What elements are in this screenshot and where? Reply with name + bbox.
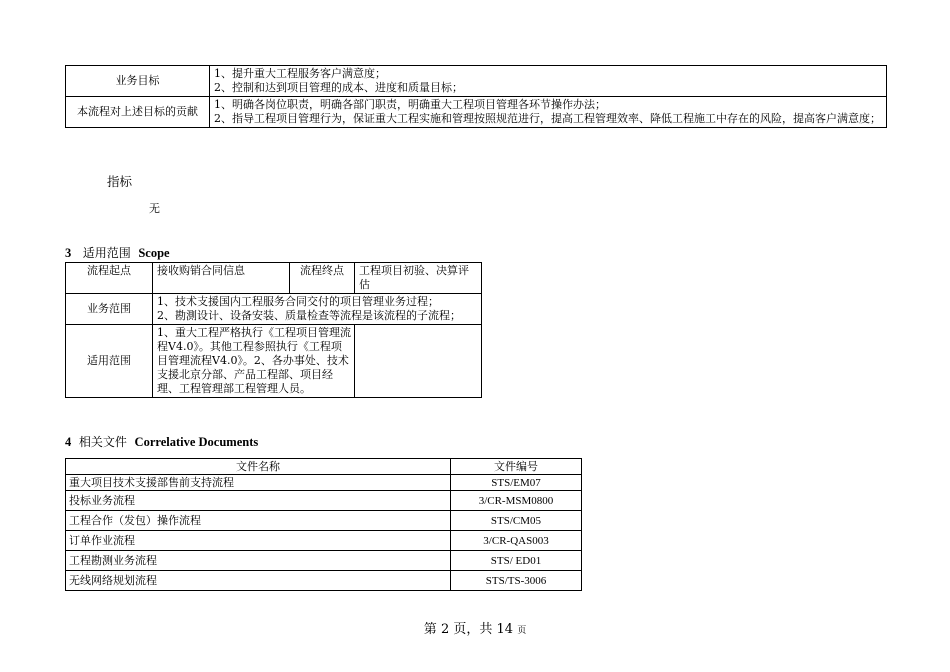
doc-name: 工程勘测业务流程 xyxy=(66,551,451,571)
start-value: 接收购销合同信息 xyxy=(153,263,290,294)
section-title-cn: 相关文件 xyxy=(78,435,127,449)
goals-table xyxy=(65,65,887,128)
doc-code: 3/CR-MSM0800 xyxy=(451,491,582,511)
doc-name: 工程合作（发包）操作流程 xyxy=(66,511,451,531)
table-row xyxy=(66,294,482,325)
table-row xyxy=(66,491,582,511)
contribution-value: 1、明确各岗位职责，明确各部门职责，明确重大工程项目管理各环节操作办法； 2、指导工程项目管理行为，保证重大工程实施和管理按照规范进行，提高工程管理效率、降低工程施工中存在的风险，提高客户满意度； xyxy=(210,97,887,128)
table-row xyxy=(66,551,582,571)
end-label: 流程终点 xyxy=(290,263,355,294)
business-goal-value: 1、提升重大工程服务客户满意度； 2、控制和达到项目管理的成本、进度和质量目标； xyxy=(210,66,887,97)
table-row xyxy=(66,475,582,491)
doc-code: STS/CM05 xyxy=(451,511,582,531)
section-title-en: Scope xyxy=(138,246,170,260)
documents-table xyxy=(65,458,582,591)
section-number: 4 xyxy=(65,435,72,449)
doc-code: STS/ ED01 xyxy=(451,551,582,571)
section-number: 3 xyxy=(65,246,72,260)
indicator-heading: 指标 xyxy=(107,174,133,189)
business-scope-label: 业务范围 xyxy=(66,294,153,325)
table-row xyxy=(66,571,582,591)
table-row xyxy=(66,511,582,531)
table-row xyxy=(66,66,887,97)
contribution-label: 本流程对上述目标的贡献 xyxy=(66,97,210,128)
doc-code: STS/TS-3006 xyxy=(451,571,582,591)
doc-name: 订单作业流程 xyxy=(66,531,451,551)
table-header-row xyxy=(66,459,582,475)
page-number: 2 xyxy=(440,622,450,637)
page-footer: 第 2 页，共 14 页 xyxy=(423,622,527,637)
business-scope-value: 1、技术支援国内工程服务合同交付的项目管理业务过程； 2、勘測设计、设备安装、质量检查等流程是该流程的子流程； xyxy=(153,294,482,325)
table-row xyxy=(66,263,482,294)
doc-code-header: 文件编号 xyxy=(451,459,582,475)
doc-code: STS/EM07 xyxy=(451,475,582,491)
scope-table xyxy=(65,262,482,398)
apply-scope-value: 1、重大工程严格执行《工程项目管理流程V4.0》。其他工程参照执行《工程项目管理流程V4.0》。2、各办事处、技术支援北京分部、产品工程部、项目经理、工程管理部工程管理人员。 xyxy=(153,325,355,398)
doc-name: 无线网络规划流程 xyxy=(66,571,451,591)
section-title-cn: 适用范围 xyxy=(82,246,131,260)
section-4-heading xyxy=(65,433,258,450)
business-goal-label: 业务目标 xyxy=(66,66,210,97)
section-3-heading xyxy=(65,244,170,261)
indicator-value: 无 xyxy=(149,202,160,215)
end-value: 工程项目初验、决算评估 xyxy=(355,263,482,294)
apply-scope-label: 适用范围 xyxy=(66,325,153,398)
section-title-en: Correlative Documents xyxy=(134,435,259,449)
doc-name-header: 文件名称 xyxy=(66,459,451,475)
doc-name: 投标业务流程 xyxy=(66,491,451,511)
table-row xyxy=(66,97,887,128)
page-total: 14 xyxy=(496,622,514,637)
doc-code: 3/CR-QAS003 xyxy=(451,531,582,551)
table-row xyxy=(66,325,482,398)
table-row xyxy=(66,531,582,551)
doc-name: 重大项目技术支援部售前支持流程 xyxy=(66,475,451,491)
start-label: 流程起点 xyxy=(66,263,153,294)
